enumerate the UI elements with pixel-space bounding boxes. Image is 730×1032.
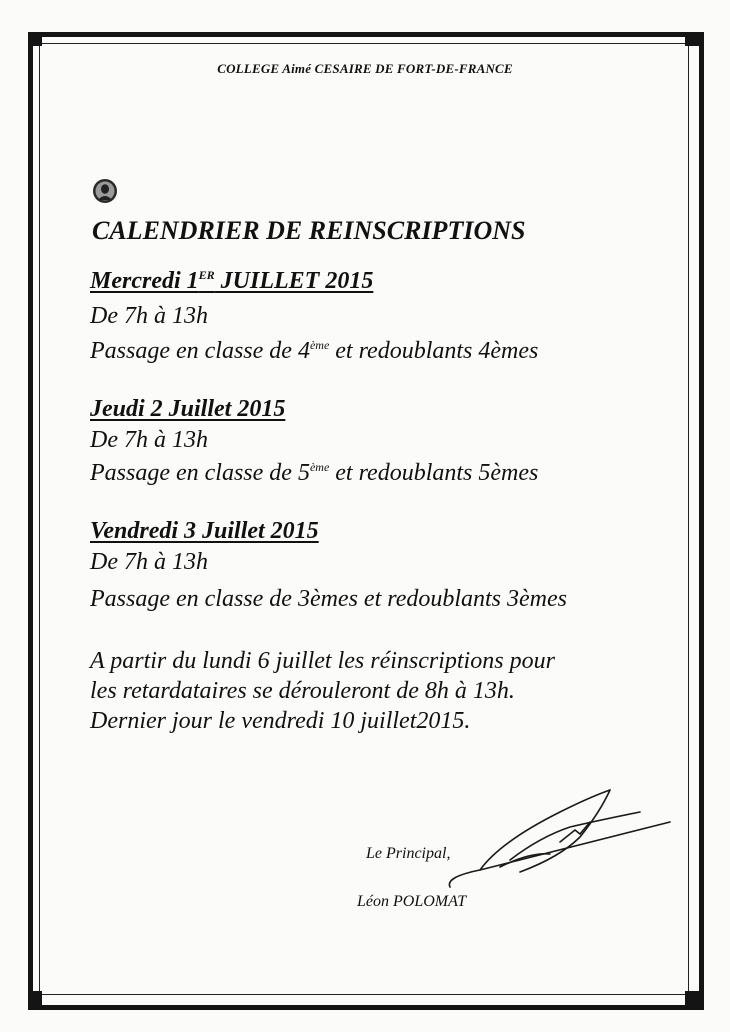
day-1-date: Mercredi 1ER JUILLET 2015 — [90, 268, 374, 294]
signatory-role: Le Principal, — [366, 845, 451, 862]
notice-line: A partir du lundi 6 juillet les réinscriptions pour — [90, 648, 555, 674]
day-3-description: Passage en classe de 3èmes et redoublants 3èmes — [90, 586, 567, 612]
day-1-hours: De 7h à 13h — [90, 303, 208, 329]
day-2-hours: De 7h à 13h — [90, 427, 208, 453]
handwritten-signature — [440, 782, 680, 897]
school-name: COLLEGE Aimé CESAIRE DE FORT-DE-FRANCE — [217, 61, 513, 76]
school-logo-icon — [92, 178, 118, 209]
day-3-date: Vendredi 3 Juillet 2015 — [90, 518, 319, 544]
border-corner — [28, 991, 42, 1005]
border-corner — [28, 32, 42, 46]
day-2-date: Jeudi 2 Juillet 2015 — [90, 396, 286, 422]
document-title: CALENDRIER DE REINSCRIPTIONS — [92, 216, 526, 245]
notice-line: les retardataires se dérouleront de 8h à 13h. — [90, 678, 515, 704]
border-corner — [685, 991, 699, 1005]
day-3-hours: De 7h à 13h — [90, 549, 208, 575]
notice-line: Dernier jour le vendredi 10 juillet2015. — [90, 708, 471, 734]
day-2-description: Passage en classe de 5ème et redoublants 5èmes — [90, 460, 539, 486]
border-corner — [685, 32, 699, 46]
signatory-name: Léon POLOMAT — [357, 893, 467, 910]
day-1-description: Passage en classe de 4ème et redoublants 4èmes — [90, 338, 539, 364]
